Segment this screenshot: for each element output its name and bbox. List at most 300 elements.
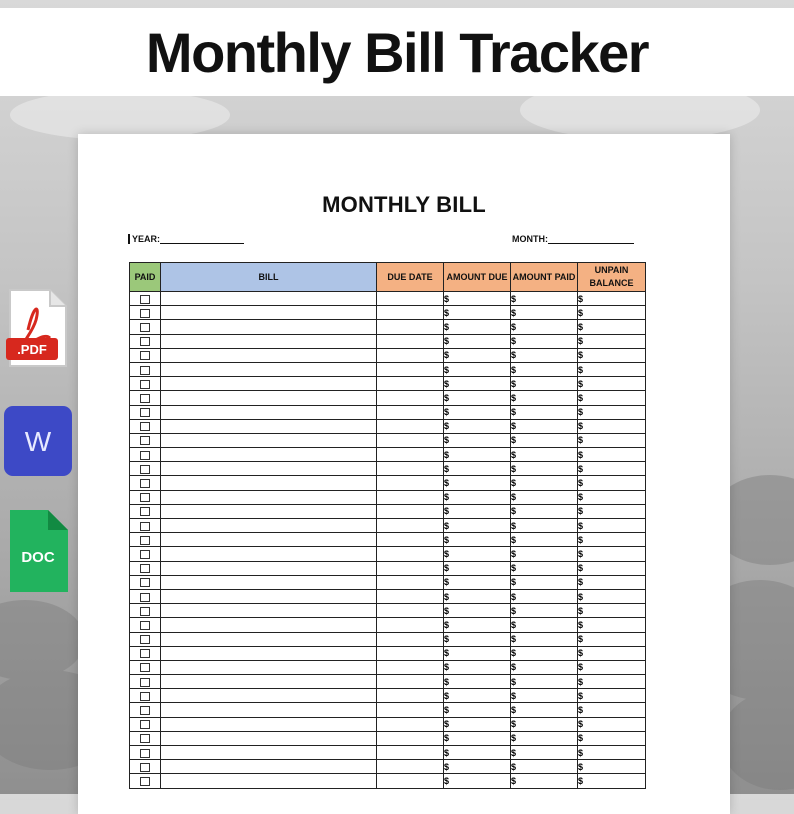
amount-paid-cell[interactable] [511,746,578,760]
currency-symbol: $ [511,775,517,786]
due-date-cell[interactable] [377,405,444,419]
amount-due-cell[interactable] [444,746,511,760]
paid-checkbox[interactable] [140,663,150,672]
currency-symbol: $ [578,676,584,687]
unpaid-balance-cell[interactable] [578,462,646,476]
pdf-file-icon[interactable] [4,286,70,372]
amount-paid-cell[interactable] [511,561,578,575]
amount-paid-cell[interactable] [511,377,578,391]
table-row [130,334,646,348]
currency-symbol: $ [511,563,517,574]
unpaid-balance-cell[interactable] [578,419,646,433]
table-row [130,306,646,320]
amount-paid-cell[interactable] [511,405,578,419]
paid-cell[interactable] [130,391,161,405]
amount-paid-cell[interactable] [511,604,578,618]
due-date-cell[interactable] [377,419,444,433]
amount-paid-cell[interactable] [511,774,578,788]
amount-paid-cell[interactable] [511,575,578,589]
amount-due-cell[interactable] [444,575,511,589]
paid-checkbox[interactable] [140,578,150,587]
paid-checkbox[interactable] [140,451,150,460]
amount-paid-cell[interactable] [511,589,578,603]
amount-paid-cell[interactable] [511,320,578,334]
amount-due-cell[interactable] [444,490,511,504]
amount-due-cell[interactable] [444,675,511,689]
paid-cell[interactable] [130,419,161,433]
due-date-cell[interactable] [377,320,444,334]
bill-cell[interactable] [161,760,377,774]
bill-cell[interactable] [161,646,377,660]
currency-symbol: $ [578,563,584,574]
due-date-cell[interactable] [377,448,444,462]
due-date-cell[interactable] [377,575,444,589]
paid-checkbox[interactable] [140,323,150,332]
due-date-cell[interactable] [377,675,444,689]
currency-symbol: $ [578,478,584,489]
paid-checkbox[interactable] [140,749,150,758]
bill-cell[interactable] [161,717,377,731]
paid-cell[interactable] [130,760,161,774]
paid-checkbox[interactable] [140,564,150,573]
due-date-cell[interactable] [377,306,444,320]
amount-paid-cell[interactable] [511,731,578,745]
paid-checkbox[interactable] [140,351,150,360]
amount-due-cell[interactable] [444,774,511,788]
bill-cell[interactable] [161,632,377,646]
bill-cell[interactable] [161,362,377,376]
month-field[interactable] [512,234,634,244]
paid-cell[interactable] [130,405,161,419]
unpaid-balance-cell[interactable] [578,660,646,674]
unpaid-balance-cell[interactable] [578,731,646,745]
currency-symbol: $ [444,520,450,531]
paid-checkbox[interactable] [140,593,150,602]
bill-cell[interactable] [161,334,377,348]
paid-checkbox[interactable] [140,465,150,474]
amount-paid-cell[interactable] [511,348,578,362]
bill-cell[interactable] [161,675,377,689]
bill-cell[interactable] [161,419,377,433]
paid-cell[interactable] [130,377,161,391]
unpaid-balance-cell[interactable] [578,746,646,760]
unpaid-balance-cell[interactable] [578,292,646,306]
paid-checkbox[interactable] [140,493,150,502]
amount-due-cell[interactable] [444,320,511,334]
amount-paid-cell[interactable] [511,547,578,561]
bill-rows [130,292,646,789]
currency-symbol: $ [444,534,450,545]
amount-paid-cell[interactable] [511,490,578,504]
amount-due-cell[interactable] [444,689,511,703]
amount-due-cell[interactable] [444,660,511,674]
paid-cell[interactable] [130,660,161,674]
currency-symbol: $ [578,435,584,446]
bill-cell[interactable] [161,348,377,362]
unpaid-balance-cell[interactable] [578,717,646,731]
currency-symbol: $ [444,591,450,602]
paid-checkbox[interactable] [140,692,150,701]
amount-paid-cell[interactable] [511,689,578,703]
table-row [130,504,646,518]
paid-cell[interactable] [130,675,161,689]
bill-cell[interactable] [161,320,377,334]
currency-symbol: $ [578,690,584,701]
due-date-cell[interactable] [377,774,444,788]
amount-due-cell[interactable] [444,561,511,575]
bill-cell[interactable] [161,448,377,462]
table-row [130,604,646,618]
amount-due-cell[interactable] [444,504,511,518]
paid-cell[interactable] [130,632,161,646]
amount-paid-cell[interactable] [511,433,578,447]
amount-due-cell[interactable] [444,334,511,348]
unpaid-balance-cell[interactable] [578,632,646,646]
bill-cell[interactable] [161,746,377,760]
amount-due-cell[interactable] [444,476,511,490]
amount-paid-cell[interactable] [511,334,578,348]
paid-checkbox[interactable] [140,536,150,545]
currency-symbol: $ [578,634,584,645]
due-date-cell[interactable] [377,348,444,362]
bill-cell[interactable] [161,377,377,391]
amount-paid-cell[interactable] [511,419,578,433]
currency-symbol: $ [511,733,517,744]
amount-due-cell[interactable] [444,448,511,462]
paid-checkbox[interactable] [140,309,150,318]
paid-cell[interactable] [130,334,161,348]
amount-paid-cell[interactable] [511,632,578,646]
paid-checkbox[interactable] [140,706,150,715]
amount-due-cell[interactable] [444,306,511,320]
paid-cell[interactable] [130,646,161,660]
paid-checkbox[interactable] [140,380,150,389]
currency-symbol: $ [444,506,450,517]
unpaid-balance-cell[interactable] [578,391,646,405]
paid-cell[interactable] [130,292,161,306]
paid-cell[interactable] [130,476,161,490]
amount-due-cell[interactable] [444,433,511,447]
unpaid-balance-cell[interactable] [578,774,646,788]
amount-paid-cell[interactable] [511,660,578,674]
amount-due-cell[interactable] [444,377,511,391]
bill-cell[interactable] [161,618,377,632]
currency-symbol: $ [444,364,450,375]
unpaid-balance-cell[interactable] [578,689,646,703]
paid-cell[interactable] [130,731,161,745]
bill-cell[interactable] [161,575,377,589]
amount-paid-cell[interactable] [511,675,578,689]
header-bill: BILL [161,263,377,292]
due-date-cell[interactable] [377,646,444,660]
currency-symbol: $ [511,548,517,559]
due-date-cell[interactable] [377,433,444,447]
amount-paid-cell[interactable] [511,703,578,717]
amount-paid-cell[interactable] [511,504,578,518]
bill-cell[interactable] [161,504,377,518]
paid-cell[interactable] [130,462,161,476]
due-date-cell[interactable] [377,292,444,306]
amount-due-cell[interactable] [444,604,511,618]
due-date-cell[interactable] [377,618,444,632]
year-field[interactable] [128,234,244,244]
paid-cell[interactable] [130,519,161,533]
amount-due-cell[interactable] [444,618,511,632]
paid-cell[interactable] [130,717,161,731]
year-label: YEAR: [132,234,161,244]
amount-paid-cell[interactable] [511,476,578,490]
currency-symbol: $ [578,293,584,304]
paid-cell[interactable] [130,306,161,320]
currency-symbol: $ [578,520,584,531]
bill-cell[interactable] [161,306,377,320]
amount-due-cell[interactable] [444,292,511,306]
currency-symbol: $ [444,336,450,347]
due-date-cell[interactable] [377,490,444,504]
due-date-cell[interactable] [377,519,444,533]
currency-symbol: $ [444,548,450,559]
due-date-cell[interactable] [377,689,444,703]
amount-due-cell[interactable] [444,731,511,745]
currency-symbol: $ [578,307,584,318]
paid-cell[interactable] [130,362,161,376]
paid-checkbox[interactable] [140,763,150,772]
due-date-cell[interactable] [377,632,444,646]
due-date-cell[interactable] [377,561,444,575]
amount-due-cell[interactable] [444,632,511,646]
paid-cell[interactable] [130,504,161,518]
paid-checkbox[interactable] [140,550,150,559]
currency-symbol: $ [578,492,584,503]
paid-cell[interactable] [130,547,161,561]
currency-symbol: $ [511,307,517,318]
due-date-cell[interactable] [377,746,444,760]
amount-paid-cell[interactable] [511,533,578,547]
bill-cell[interactable] [161,689,377,703]
currency-symbol: $ [444,733,450,744]
unpaid-balance-cell[interactable] [578,575,646,589]
unpaid-balance-cell[interactable] [578,760,646,774]
bill-cell[interactable] [161,533,377,547]
unpaid-balance-cell[interactable] [578,533,646,547]
unpaid-balance-cell[interactable] [578,405,646,419]
due-date-cell[interactable] [377,703,444,717]
bill-cell[interactable] [161,703,377,717]
bill-cell[interactable] [161,391,377,405]
bill-cell[interactable] [161,547,377,561]
due-date-cell[interactable] [377,717,444,731]
bill-cell[interactable] [161,292,377,306]
unpaid-balance-cell[interactable] [578,476,646,490]
amount-due-cell[interactable] [444,519,511,533]
paid-checkbox[interactable] [140,394,150,403]
amount-due-cell[interactable] [444,646,511,660]
bill-cell[interactable] [161,589,377,603]
currency-symbol: $ [444,619,450,630]
bill-cell[interactable] [161,433,377,447]
unpaid-balance-cell[interactable] [578,504,646,518]
bill-cell[interactable] [161,462,377,476]
amount-due-cell[interactable] [444,362,511,376]
due-date-cell[interactable] [377,533,444,547]
amount-due-cell[interactable] [444,391,511,405]
paid-cell[interactable] [130,533,161,547]
due-date-cell[interactable] [377,391,444,405]
bill-cell[interactable] [161,604,377,618]
paid-checkbox[interactable] [140,337,150,346]
paid-cell[interactable] [130,561,161,575]
paid-checkbox[interactable] [140,422,150,431]
amount-paid-cell[interactable] [511,362,578,376]
paid-checkbox[interactable] [140,720,150,729]
paid-cell[interactable] [130,746,161,760]
currency-symbol: $ [578,662,584,673]
due-date-cell[interactable] [377,377,444,391]
amount-paid-cell[interactable] [511,760,578,774]
unpaid-balance-cell[interactable] [578,377,646,391]
unpaid-balance-cell[interactable] [578,348,646,362]
table-row [130,746,646,760]
bill-cell[interactable] [161,405,377,419]
due-date-cell[interactable] [377,760,444,774]
currency-symbol: $ [511,648,517,659]
amount-due-cell[interactable] [444,547,511,561]
unpaid-balance-cell[interactable] [578,320,646,334]
table-row [130,476,646,490]
currency-symbol: $ [578,449,584,460]
word-file-icon[interactable] [2,404,74,478]
paid-checkbox[interactable] [140,479,150,488]
unpaid-balance-cell[interactable] [578,362,646,376]
bill-cell[interactable] [161,561,377,575]
amount-paid-cell[interactable] [511,717,578,731]
bill-cell[interactable] [161,774,377,788]
amount-due-cell[interactable] [444,405,511,419]
paid-cell[interactable] [130,448,161,462]
bill-cell[interactable] [161,519,377,533]
amount-due-cell[interactable] [444,717,511,731]
currency-symbol: $ [444,761,450,772]
currency-symbol: $ [444,676,450,687]
paid-cell[interactable] [130,604,161,618]
due-date-cell[interactable] [377,547,444,561]
paid-checkbox[interactable] [140,607,150,616]
currency-symbol: $ [511,506,517,517]
paid-cell[interactable] [130,774,161,788]
unpaid-balance-cell[interactable] [578,561,646,575]
header-unpaid-balance: UNPAIN BALANCE [578,263,646,292]
unpaid-balance-cell[interactable] [578,490,646,504]
doc-file-icon[interactable] [6,508,70,596]
amount-paid-cell[interactable] [511,519,578,533]
paid-checkbox[interactable] [140,649,150,658]
paid-cell[interactable] [130,433,161,447]
unpaid-balance-cell[interactable] [578,433,646,447]
due-date-cell[interactable] [377,504,444,518]
due-date-cell[interactable] [377,731,444,745]
paid-cell[interactable] [130,703,161,717]
paid-checkbox[interactable] [140,366,150,375]
currency-symbol: $ [511,747,517,758]
currency-symbol: $ [578,591,584,602]
amount-paid-cell[interactable] [511,646,578,660]
paid-checkbox[interactable] [140,734,150,743]
due-date-cell[interactable] [377,334,444,348]
table-row [130,433,646,447]
amount-due-cell[interactable] [444,348,511,362]
unpaid-balance-cell[interactable] [578,547,646,561]
currency-symbol: $ [578,705,584,716]
amount-due-cell[interactable] [444,760,511,774]
table-row [130,703,646,717]
bill-cell[interactable] [161,731,377,745]
paid-cell[interactable] [130,618,161,632]
paid-cell[interactable] [130,320,161,334]
bill-cell[interactable] [161,490,377,504]
unpaid-balance-cell[interactable] [578,448,646,462]
currency-symbol: $ [444,634,450,645]
due-date-cell[interactable] [377,660,444,674]
unpaid-balance-cell[interactable] [578,675,646,689]
amount-due-cell[interactable] [444,462,511,476]
paid-cell[interactable] [130,689,161,703]
paid-checkbox[interactable] [140,635,150,644]
unpaid-balance-cell[interactable] [578,519,646,533]
currency-symbol: $ [511,534,517,545]
paid-checkbox[interactable] [140,295,150,304]
amount-paid-cell[interactable] [511,448,578,462]
amount-paid-cell[interactable] [511,618,578,632]
paid-checkbox[interactable] [140,408,150,417]
paid-cell[interactable] [130,589,161,603]
due-date-cell[interactable] [377,476,444,490]
bill-cell[interactable] [161,660,377,674]
paid-checkbox[interactable] [140,436,150,445]
paid-cell[interactable] [130,490,161,504]
amount-due-cell[interactable] [444,533,511,547]
due-date-cell[interactable] [377,462,444,476]
amount-paid-cell[interactable] [511,391,578,405]
unpaid-balance-cell[interactable] [578,334,646,348]
unpaid-balance-cell[interactable] [578,306,646,320]
paid-cell[interactable] [130,575,161,589]
amount-due-cell[interactable] [444,589,511,603]
amount-paid-cell[interactable] [511,292,578,306]
paid-checkbox[interactable] [140,507,150,516]
unpaid-balance-cell[interactable] [578,646,646,660]
due-date-cell[interactable] [377,362,444,376]
due-date-cell[interactable] [377,604,444,618]
paid-checkbox[interactable] [140,522,150,531]
currency-symbol: $ [444,705,450,716]
table-row [130,391,646,405]
paid-checkbox[interactable] [140,777,150,786]
paid-checkbox[interactable] [140,678,150,687]
unpaid-balance-cell[interactable] [578,703,646,717]
paid-cell[interactable] [130,348,161,362]
amount-paid-cell[interactable] [511,306,578,320]
unpaid-balance-cell[interactable] [578,618,646,632]
due-date-cell[interactable] [377,589,444,603]
unpaid-balance-cell[interactable] [578,589,646,603]
amount-due-cell[interactable] [444,703,511,717]
amount-due-cell[interactable] [444,419,511,433]
paid-checkbox[interactable] [140,621,150,630]
bill-cell[interactable] [161,476,377,490]
unpaid-balance-cell[interactable] [578,604,646,618]
amount-paid-cell[interactable] [511,462,578,476]
table-row [130,632,646,646]
